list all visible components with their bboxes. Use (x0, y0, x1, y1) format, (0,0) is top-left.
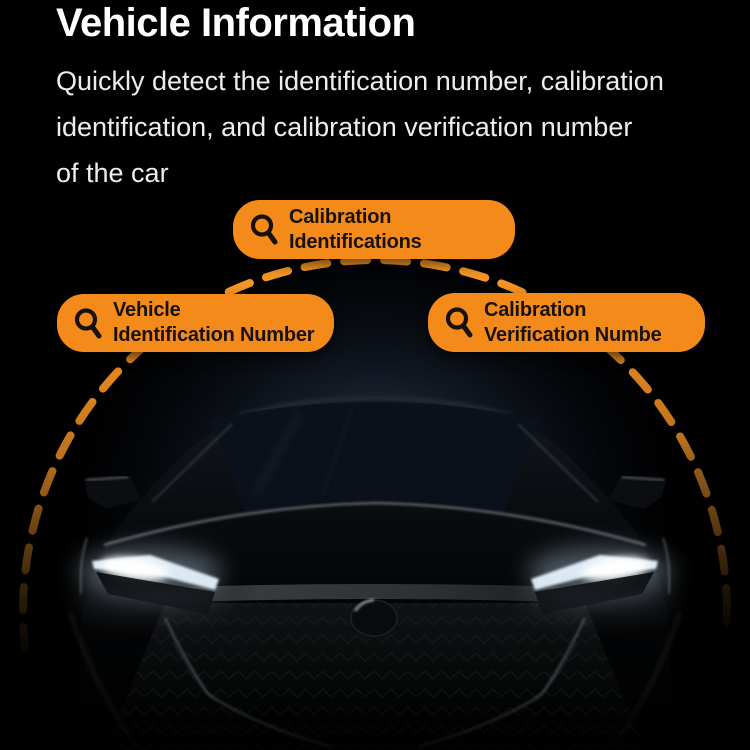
badge-label: Calibration Verification Numbe (484, 298, 662, 346)
headlight-right (520, 548, 680, 620)
subtitle-line: identification, and calibration verification number (56, 112, 633, 142)
badge-vehicle-identification-number (57, 294, 334, 352)
subtitle-line: Quickly detect the identification number, calibration (56, 66, 664, 96)
brand-emblem (351, 600, 397, 636)
magnifier-icon (249, 213, 279, 246)
headlight-left (70, 548, 230, 620)
magnifier-icon (444, 306, 474, 339)
magnifier-icon (73, 307, 103, 340)
badge-label: Calibration Identifications (289, 205, 422, 253)
subtitle-line: of the car (56, 158, 169, 188)
page-title: Vehicle Information (56, 1, 416, 45)
badge-label: Vehicle Identification Number (113, 299, 315, 346)
bottom-vignette (0, 680, 750, 750)
badge-calibration-verification-number (428, 293, 705, 352)
badge-calibration-identifications (233, 200, 515, 259)
windshield (210, 402, 540, 512)
page-subtitle (56, 58, 716, 196)
